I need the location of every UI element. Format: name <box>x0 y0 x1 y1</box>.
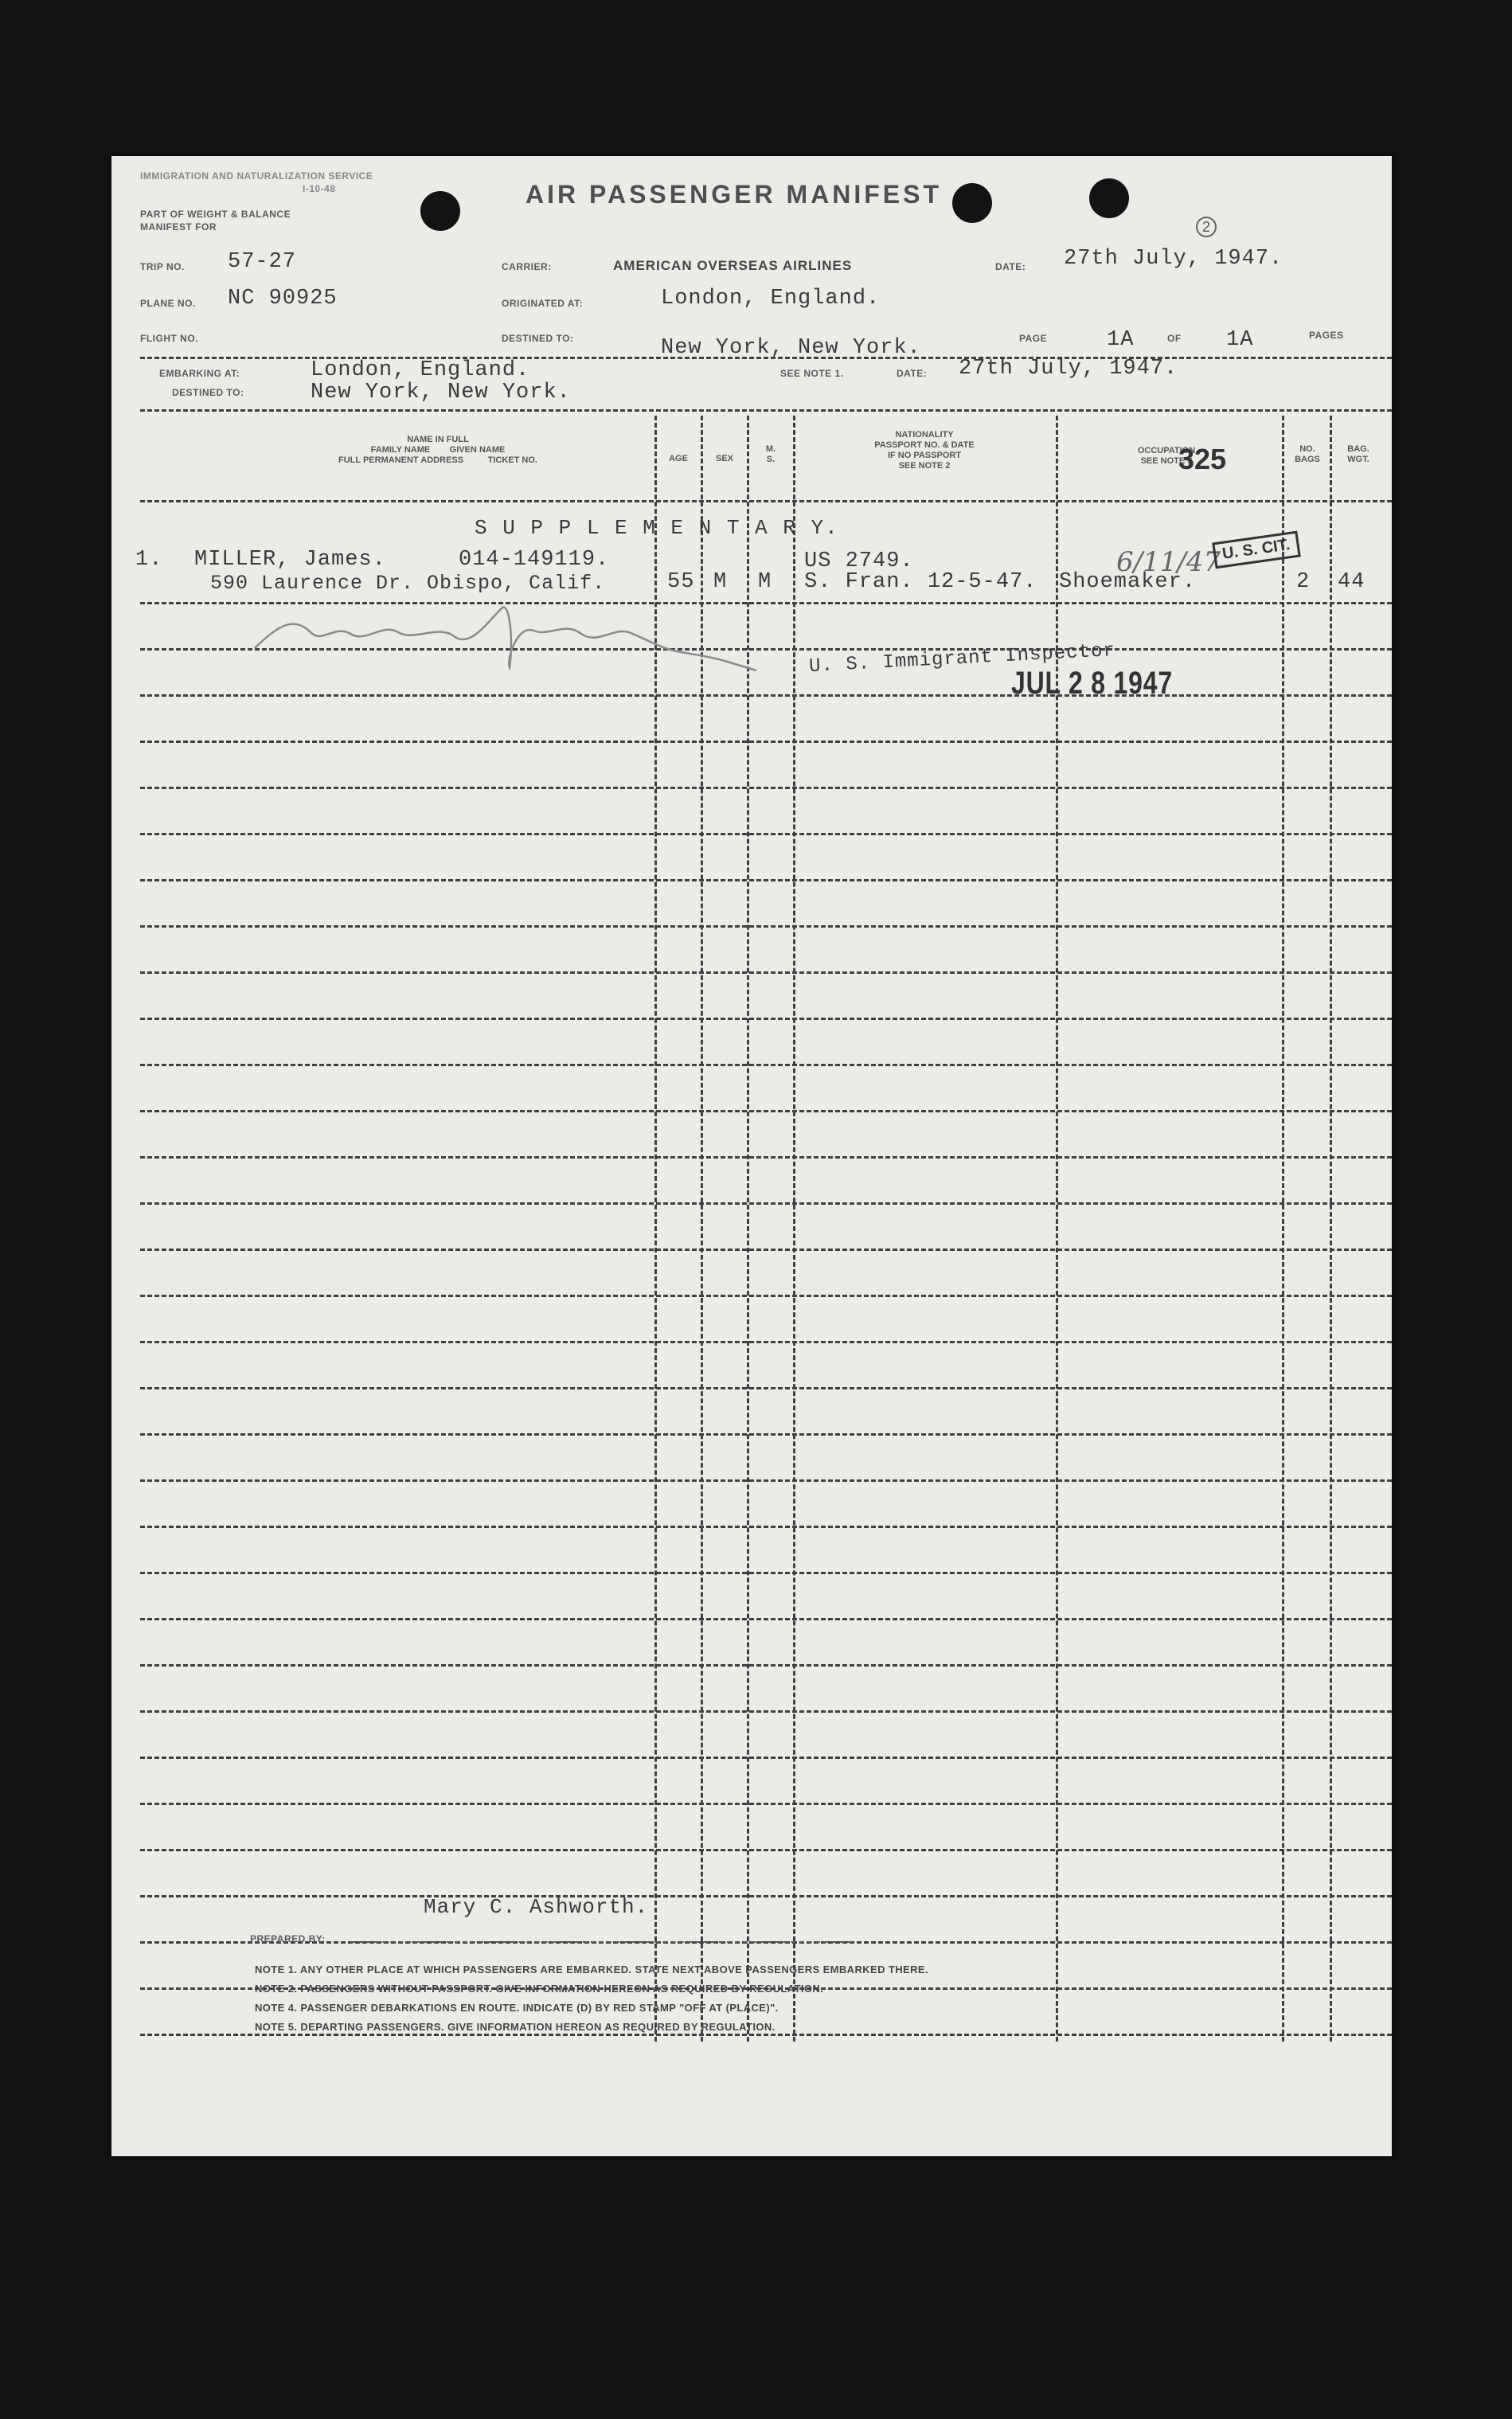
destined-label: DESTINED TO: <box>502 333 574 344</box>
col-head-bags-1: NO. <box>1299 444 1315 454</box>
row-rule <box>140 1202 1392 1205</box>
inspector-date-stamp: JUL 2 8 1947 <box>1011 666 1173 701</box>
form-part2: MANIFEST FOR <box>140 221 217 233</box>
col-head-nat-3: IF NO PASSPORT <box>887 451 962 460</box>
handwritten-date: 6/11/47 <box>1116 546 1221 578</box>
embarking-label: EMBARKING AT: <box>159 368 240 379</box>
col-head-ms-1: M. <box>765 444 776 454</box>
see-note-label: SEE NOTE 1. <box>780 368 844 379</box>
col-head-nationality <box>796 430 1053 471</box>
manifest-page <box>111 156 1392 2156</box>
passenger-sex: M <box>713 570 728 594</box>
bags-count: 2 <box>1296 570 1311 594</box>
passenger-ticket: 014-149119. <box>459 548 610 572</box>
row-rule <box>140 925 1392 928</box>
note-1: NOTE 1. ANY OTHER PLACE AT WHICH PASSENGERS ARE EMBARKED. STATE NEXT ABOVE PASSENGERS EMBARKED THERE. <box>255 1964 928 1975</box>
embarking: London, England. <box>311 358 530 382</box>
plane-no: NC 90925 <box>228 287 338 311</box>
passenger-ms: M <box>758 570 772 594</box>
date2: 27th July, 1947. <box>959 357 1178 381</box>
form-number: I-10-48 <box>303 183 336 194</box>
row-rule <box>140 1757 1392 1759</box>
col-head-ms-2: S. <box>766 455 776 464</box>
inspector-signature <box>247 592 900 680</box>
row-rule <box>140 1295 1392 1297</box>
row-rule <box>140 1572 1392 1574</box>
stamp-number: 325 <box>1178 443 1227 475</box>
row-rule <box>140 1064 1392 1066</box>
row-rule <box>140 1526 1392 1528</box>
row-rule <box>140 1849 1392 1851</box>
pages-label: PAGES <box>1309 330 1344 341</box>
trip-no: 57-27 <box>228 250 297 274</box>
col-head-wgt <box>1334 444 1382 465</box>
date2-label: DATE: <box>897 368 928 379</box>
row-rule <box>140 1433 1392 1436</box>
row-rule <box>140 500 1392 502</box>
punch-hole <box>952 183 992 223</box>
note-5: NOTE 5. DEPARTING PASSENGERS. GIVE INFORMATION HEREON AS REQUIRED BY REGULATION. <box>255 2021 776 2033</box>
col-head-name-2: FAMILY NAME GIVEN NAME <box>370 445 506 455</box>
col-head-nat-2: PASSPORT NO. & DATE <box>874 440 975 450</box>
row-rule <box>140 1479 1392 1482</box>
row-rule <box>140 1249 1392 1251</box>
col-head-ms <box>750 444 791 465</box>
flight-no-label: FLIGHT NO. <box>140 333 198 344</box>
note-2: NOTE 2. PASSENGERS WITHOUT PASSPORT. GIVE INFORMATION HEREON AS REQUIRED BY REGULATION. <box>255 1983 824 1995</box>
col-head-name-3: FULL PERMANENT ADDRESS TICKET NO. <box>338 455 537 465</box>
trip-no-label: TRIP NO. <box>140 261 185 272</box>
prepared-by-label: PREPARED BY: <box>250 1933 326 1944</box>
col-rule <box>1330 416 1332 2042</box>
col-head-wgt-1: BAG. <box>1347 444 1369 454</box>
col-head-name-1: NAME IN FULL <box>407 435 469 444</box>
row-rule <box>140 694 1392 697</box>
date-label: DATE: <box>995 261 1026 272</box>
row-rule <box>140 1110 1392 1112</box>
inspector-title: U. S. Immigrant Inspector <box>808 639 1116 678</box>
carrier-label: CARRIER: <box>502 261 552 272</box>
col-head-age: AGE <box>669 454 688 463</box>
passenger-address: 590 Laurence Dr. Obispo, Calif. <box>210 572 606 595</box>
col-head-name <box>159 435 717 466</box>
row-rule <box>140 833 1392 835</box>
citizen-stamp: U. S. CIT. <box>1212 531 1300 569</box>
row-rule <box>140 741 1392 743</box>
rule <box>140 409 1392 412</box>
row-rule <box>140 1895 1392 1897</box>
date: 27th July, 1947. <box>1064 247 1283 271</box>
row-rule <box>140 1803 1392 1805</box>
col-head-nat-4: SEE NOTE 2 <box>898 461 951 471</box>
row-rule <box>140 787 1392 789</box>
agency-line: IMMIGRATION AND NATURALIZATION SERVICE <box>140 170 373 182</box>
col-head-occupation <box>1059 446 1274 467</box>
passenger-age: 55 <box>667 570 695 594</box>
page-label: PAGE <box>1019 333 1048 344</box>
col-head-sex: SEX <box>715 454 733 463</box>
row-rule <box>140 971 1392 974</box>
col-head-occ-2: SEE NOTE 3 <box>1140 456 1193 466</box>
col-head-occ-1: OCCUPATION <box>1137 446 1196 455</box>
destined2: New York, New York. <box>311 381 571 404</box>
row-rule <box>140 1018 1392 1020</box>
passenger-number: 1. <box>135 548 163 572</box>
form-part: PART OF WEIGHT & BALANCE <box>140 209 291 220</box>
col-head-nat-1: NATIONALITY <box>895 430 954 440</box>
row-rule <box>140 879 1392 881</box>
punch-hole <box>420 191 460 231</box>
row-rule <box>140 1618 1392 1620</box>
row-rule <box>140 1156 1392 1159</box>
bags-weight: 44 <box>1338 570 1365 594</box>
of-label: OF <box>1167 333 1182 344</box>
row-rule <box>140 1710 1392 1713</box>
passenger-name: MILLER, James. <box>194 548 386 572</box>
prepared-by-line <box>350 1941 852 1943</box>
carrier: AMERICAN OVERSEAS AIRLINES <box>613 258 853 273</box>
row-rule <box>140 1341 1392 1343</box>
destined2-label: DESTINED TO: <box>172 387 244 398</box>
plane-no-label: PLANE NO. <box>140 298 196 309</box>
occupation: Shoemaker. <box>1059 570 1197 594</box>
col-head-wgt-2: WGT. <box>1347 455 1369 464</box>
col-head-bags <box>1287 444 1328 465</box>
of-value: 1A <box>1226 328 1254 352</box>
row-rule <box>140 1664 1392 1667</box>
page-value: 1A <box>1107 328 1135 352</box>
col-rule <box>1282 416 1284 2042</box>
page-corner-number: 2 <box>1196 217 1217 237</box>
manifest-title: AIR PASSENGER MANIFEST <box>525 180 942 209</box>
col-head-bags-2: BAGS <box>1295 455 1320 464</box>
passport-number: US 2749. <box>804 549 914 573</box>
prepared-by-name: Mary C. Ashworth. <box>424 1895 649 1919</box>
row-rule <box>140 1387 1392 1389</box>
row-rule <box>140 2034 1392 2036</box>
note-4: NOTE 4. PASSENGER DEBARKATIONS EN ROUTE. INDICATE (D) BY RED STAMP "OFF AT (PLACE)". <box>255 2002 779 2014</box>
passport-place: S. Fran. 12-5-47. <box>804 570 1037 594</box>
originated-label: ORIGINATED AT: <box>502 298 584 309</box>
supplementary-label: S U P P L E M E N T A R Y. <box>475 516 839 540</box>
punch-hole <box>1089 178 1129 218</box>
originated: London, England. <box>661 287 881 311</box>
destined: New York, New York. <box>661 336 921 360</box>
